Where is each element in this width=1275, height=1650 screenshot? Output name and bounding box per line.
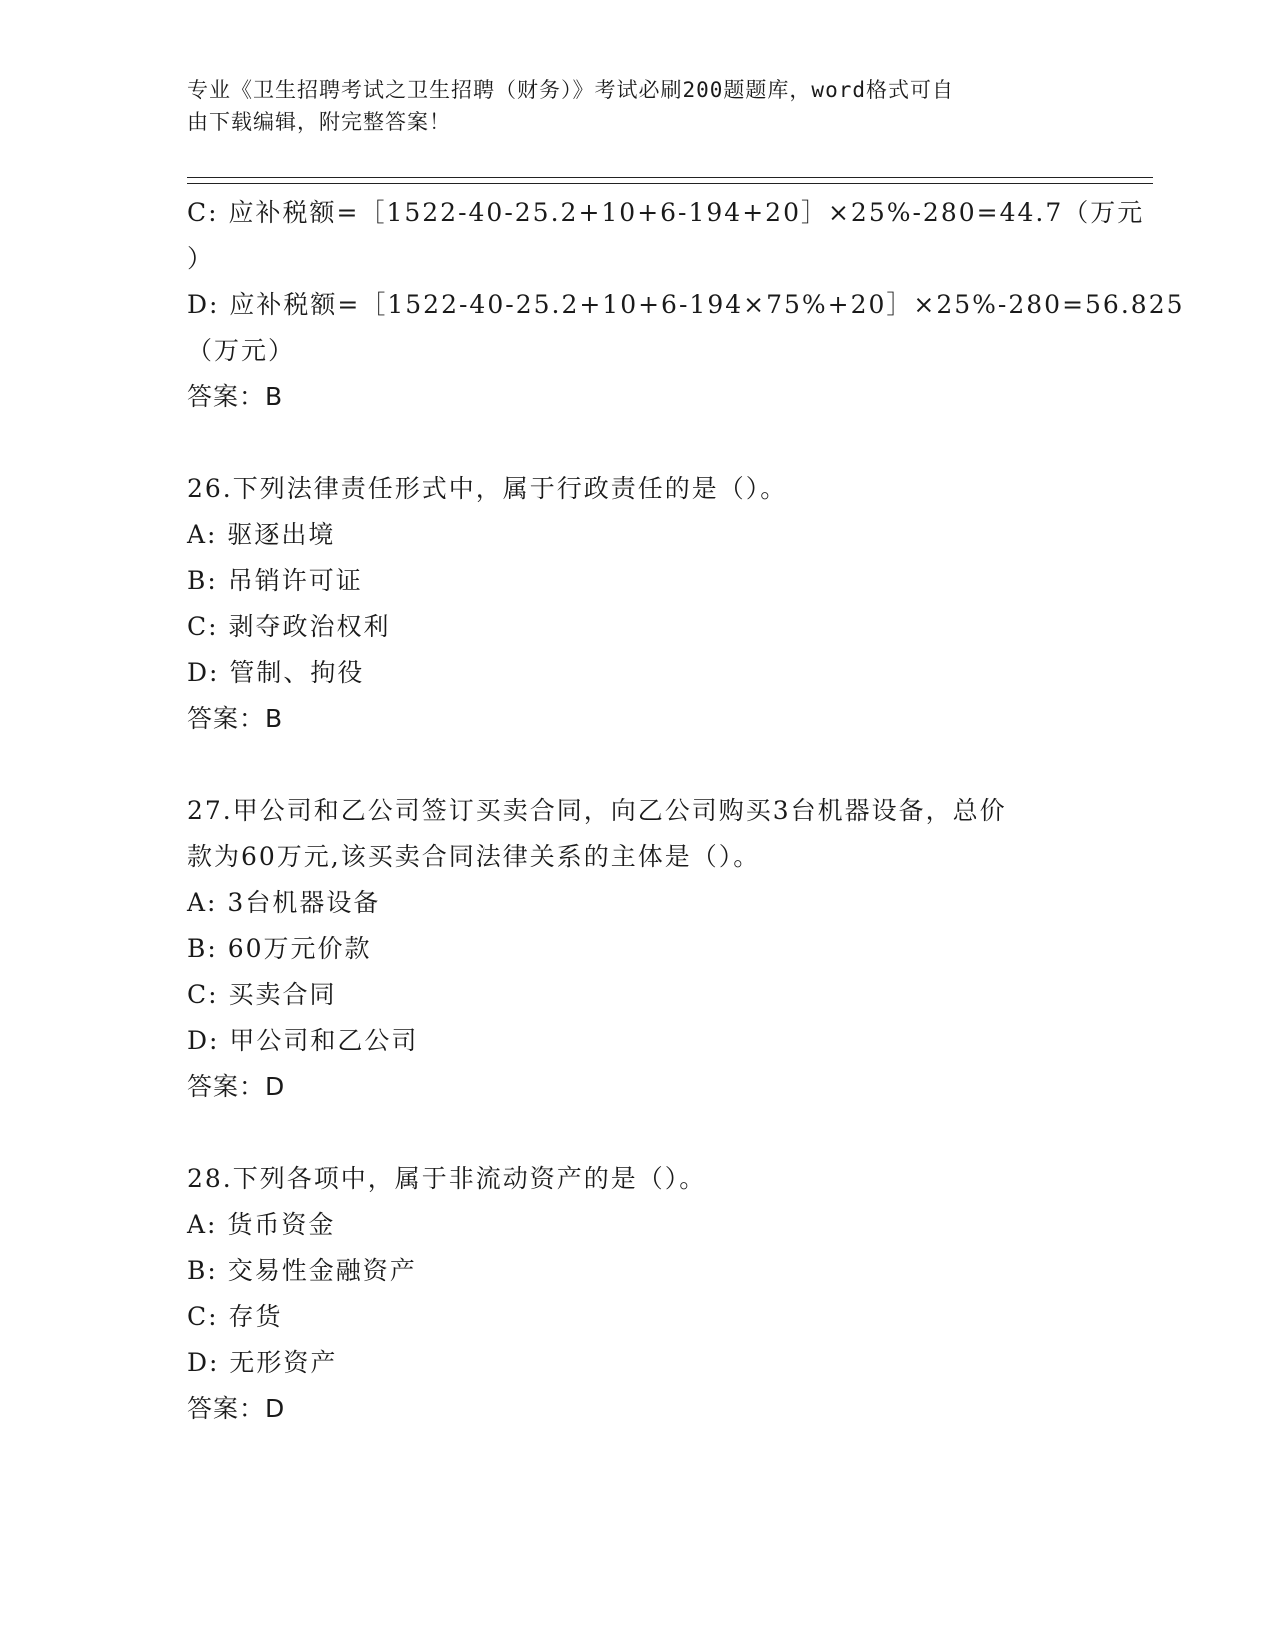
option-c: C: 剥夺政治权利 bbox=[187, 612, 391, 641]
document-header bbox=[187, 74, 1067, 138]
header-line-2: 由下载编辑，附完整答案！ bbox=[187, 110, 451, 134]
question-stem: 28.下列各项中，属于非流动资产的是（）。 bbox=[187, 1164, 707, 1193]
question-28 bbox=[187, 1156, 1087, 1432]
option-d-line-1: D: 应补税额=［1522-40-25.2+10+6-194×75%+20］×25%-280=56.825 bbox=[187, 290, 1185, 319]
question-stem-line-2: 款为60万元,该买卖合同法律关系的主体是（）。 bbox=[187, 842, 761, 871]
option-d-line-2: （万元） bbox=[187, 336, 296, 365]
option-a: A: 货币资金 bbox=[187, 1210, 336, 1239]
document-body bbox=[187, 190, 1185, 1432]
option-b: B: 吊销许可证 bbox=[187, 566, 363, 595]
option-d: D: 无形资产 bbox=[187, 1348, 338, 1377]
previous-question-tail bbox=[187, 190, 1185, 420]
option-b: B: 60万元价款 bbox=[187, 934, 372, 963]
option-c-line-2: ） bbox=[187, 244, 215, 273]
option-d: D: 甲公司和乙公司 bbox=[187, 1026, 419, 1055]
answer-line: 答案：D bbox=[187, 1394, 286, 1423]
option-b: B: 交易性金融资产 bbox=[187, 1256, 417, 1285]
answer-line: 答案：D bbox=[187, 1072, 286, 1101]
question-stem-line-1: 27.甲公司和乙公司签订买卖合同，向乙公司购买3台机器设备，总价 bbox=[187, 796, 1007, 825]
header-divider-top bbox=[187, 177, 1153, 178]
answer-line: 答案：B bbox=[187, 704, 284, 733]
option-a: A: 3台机器设备 bbox=[187, 888, 381, 917]
header-divider-bottom bbox=[187, 183, 1153, 184]
option-a: A: 驱逐出境 bbox=[187, 520, 336, 549]
question-stem: 26.下列法律责任形式中，属于行政责任的是（）。 bbox=[187, 474, 788, 503]
question-27 bbox=[187, 788, 1087, 1110]
option-c: C: 存货 bbox=[187, 1302, 283, 1331]
question-26 bbox=[187, 466, 1087, 742]
header-line-1: 专业《卫生招聘考试之卫生招聘（财务）》考试必刷200题题库，word格式可自 bbox=[187, 78, 954, 102]
option-c: C: 买卖合同 bbox=[187, 980, 337, 1009]
option-c-line-1: C: 应补税额=［1522-40-25.2+10+6-194+20］×25%-280=44.7（万元 bbox=[187, 198, 1145, 227]
option-d: D: 管制、拘役 bbox=[187, 658, 365, 687]
answer-line: 答案：B bbox=[187, 382, 284, 411]
